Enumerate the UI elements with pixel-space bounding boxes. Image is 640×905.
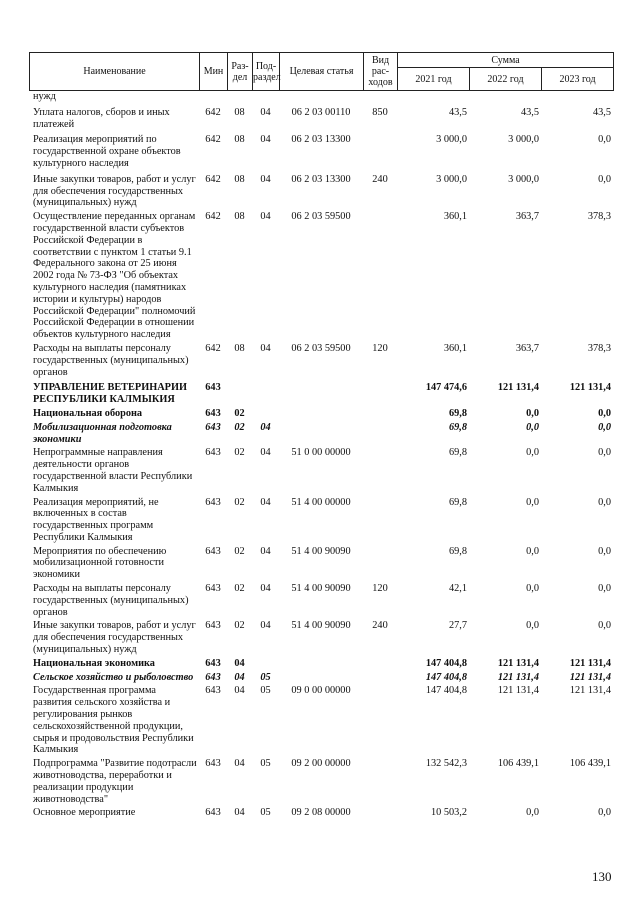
budget-table bbox=[29, 91, 613, 819]
row-2023: 106 439,1 bbox=[569, 758, 611, 770]
header-2021: 2021 год bbox=[398, 68, 470, 91]
row-2023: 0,0 bbox=[598, 545, 611, 557]
row-name: Иные закупки товаров, работ и услуг для обеспечения государственных (муниципальных) нужд bbox=[33, 173, 196, 209]
row-min: 643 bbox=[205, 583, 221, 595]
row-2021: 43,5 bbox=[448, 106, 467, 118]
row-min: 643 bbox=[205, 758, 221, 770]
row-min: 643 bbox=[205, 545, 221, 557]
row-2022: 0,0 bbox=[526, 807, 539, 819]
row-razdel: 02 bbox=[234, 583, 245, 595]
row-min: 642 bbox=[205, 211, 221, 223]
row-2023: 0,0 bbox=[598, 421, 611, 433]
row-2022: 363,7 bbox=[515, 211, 539, 223]
row-2022: 106 439,1 bbox=[497, 758, 539, 770]
row-name: Подпрограмма "Развитие подотрасли животноводства, переработки и реализации продукции животноводства" bbox=[33, 758, 197, 805]
row-name: Реализация мероприятий по государственной охране объектов культурного наследия bbox=[33, 134, 181, 169]
row-2022 bbox=[469, 91, 541, 103]
row-statya bbox=[279, 378, 363, 406]
row-2021: 69,8 bbox=[448, 545, 467, 557]
row-name: УПРАВЛЕНИЕ ВЕТЕРИНАРИИ РЕСПУБЛИКИ КАЛМЫКИЯ bbox=[33, 382, 187, 406]
row-2023: 0,0 bbox=[598, 583, 611, 595]
row-2023: 378,3 bbox=[587, 342, 611, 354]
row-2023: 0,0 bbox=[598, 447, 611, 459]
row-razdel: 08 bbox=[234, 173, 245, 185]
row-2021: 3 000,0 bbox=[436, 134, 467, 146]
header-razdel: Раз-дел bbox=[228, 53, 253, 91]
row-2022: 3 000,0 bbox=[508, 134, 539, 146]
row-name: Основное мероприятие bbox=[33, 807, 136, 819]
row-2022: 0,0 bbox=[526, 620, 539, 632]
table-header bbox=[29, 52, 614, 91]
row-vid bbox=[363, 445, 397, 494]
row-podrazdel: 04 bbox=[260, 620, 271, 632]
row-2023: 0,0 bbox=[598, 407, 611, 419]
row-2022: 0,0 bbox=[526, 447, 539, 459]
row-razdel: 04 bbox=[234, 671, 245, 683]
row-vid bbox=[363, 756, 397, 805]
row-razdel: 08 bbox=[234, 342, 245, 354]
row-name: Осуществление переданных органам государственной власти субъектов Российской Федерации в соответствии с пунктом 1 статьи 9.1 Федерального закона от 25 июня 2002 года № 73-ФЗ "Об объектах культурного наследия (памятниках истории и культуры) народов Российской Федерации" полномочий Российской Федерации в отношении объектов культурного наследия bbox=[33, 211, 196, 341]
row-razdel: 04 bbox=[234, 685, 245, 697]
table-row bbox=[29, 683, 613, 756]
row-name: Сельское хозяйство и рыболовство bbox=[33, 671, 194, 683]
row-vid bbox=[363, 91, 397, 103]
table-row bbox=[29, 618, 613, 655]
row-statya: 51 4 00 90090 bbox=[291, 620, 351, 632]
row-podrazdel: 04 bbox=[260, 496, 271, 508]
row-2022: 121 131,4 bbox=[497, 657, 539, 669]
table-row bbox=[29, 805, 613, 819]
row-2022: 363,7 bbox=[515, 342, 539, 354]
header-statya: Целевая статья bbox=[280, 53, 364, 91]
row-statya bbox=[279, 406, 363, 420]
row-2021: 147 404,8 bbox=[425, 671, 467, 683]
row-min: 643 bbox=[205, 657, 221, 669]
row-vid bbox=[363, 656, 397, 670]
row-min: 643 bbox=[205, 685, 221, 697]
row-podrazdel: 05 bbox=[260, 671, 271, 683]
row-podrazdel: 04 bbox=[260, 173, 271, 185]
table-row bbox=[29, 341, 613, 378]
row-2021: 69,8 bbox=[448, 421, 467, 433]
row-razdel: 02 bbox=[234, 447, 245, 459]
row-2022: 121 131,4 bbox=[497, 685, 539, 697]
table-row bbox=[29, 170, 613, 209]
row-2021: 27,7 bbox=[448, 620, 467, 632]
table-row bbox=[29, 544, 613, 581]
row-2023: 378,3 bbox=[587, 211, 611, 223]
row-statya: 06 2 03 00110 bbox=[291, 106, 351, 118]
row-vid bbox=[363, 670, 397, 684]
row-2021: 69,8 bbox=[448, 447, 467, 459]
row-podrazdel: 05 bbox=[260, 685, 271, 697]
row-podrazdel: 04 bbox=[260, 421, 271, 433]
row-2023: 121 131,4 bbox=[569, 382, 611, 394]
row-2021: 69,8 bbox=[448, 496, 467, 508]
row-2021: 69,8 bbox=[448, 407, 467, 419]
row-vid bbox=[363, 420, 397, 446]
row-2023: 0,0 bbox=[598, 134, 611, 146]
row-2021: 360,1 bbox=[443, 211, 467, 223]
row-min: 643 bbox=[205, 407, 221, 419]
header-2022: 2022 год bbox=[470, 68, 542, 91]
row-min: 643 bbox=[205, 447, 221, 459]
row-2021: 132 542,3 bbox=[425, 758, 467, 770]
table-row bbox=[29, 445, 613, 494]
row-razdel: 02 bbox=[234, 407, 245, 419]
row-2021: 147 404,8 bbox=[425, 685, 467, 697]
row-2022: 121 131,4 bbox=[497, 671, 539, 683]
row-statya: 51 4 00 00000 bbox=[291, 496, 351, 508]
row-podrazdel: 04 bbox=[260, 583, 271, 595]
row-vid: 120 bbox=[372, 342, 388, 354]
row-2022: 0,0 bbox=[526, 421, 539, 433]
row-min: 643 bbox=[205, 620, 221, 632]
row-razdel: 08 bbox=[234, 134, 245, 146]
row-2022: 0,0 bbox=[526, 407, 539, 419]
row-podrazdel: 04 bbox=[260, 447, 271, 459]
row-min: 642 bbox=[205, 342, 221, 354]
row-2021: 42,1 bbox=[448, 583, 467, 595]
row-statya: 06 2 03 13300 bbox=[291, 173, 351, 185]
row-statya: 09 2 08 00000 bbox=[291, 807, 351, 819]
row-podrazdel bbox=[252, 91, 279, 103]
row-2022: 0,0 bbox=[526, 496, 539, 508]
row-2022: 121 131,4 bbox=[497, 382, 539, 394]
row-2022: 43,5 bbox=[520, 106, 539, 118]
row-vid bbox=[363, 209, 397, 341]
row-vid bbox=[363, 378, 397, 406]
row-statya bbox=[279, 656, 363, 670]
row-name: Уплата налогов, сборов и иных платежей bbox=[33, 106, 170, 130]
row-name: Непрограммные направления деятельности органов государственной власти Республики Калмыкия bbox=[33, 447, 193, 494]
header-vid: Вид рас-ходов bbox=[364, 53, 398, 91]
row-2022: 3 000,0 bbox=[508, 173, 539, 185]
row-2023: 0,0 bbox=[598, 173, 611, 185]
row-razdel: 08 bbox=[234, 211, 245, 223]
row-min: 643 bbox=[205, 807, 221, 819]
header-name: Наименование bbox=[30, 53, 200, 91]
row-podrazdel bbox=[252, 406, 279, 420]
row-2021: 10 503,2 bbox=[430, 807, 467, 819]
table-row bbox=[29, 209, 613, 341]
row-vid: 850 bbox=[372, 106, 388, 118]
row-2022: 0,0 bbox=[526, 583, 539, 595]
row-name: Мобилизационная подготовка экономики bbox=[33, 421, 172, 445]
row-razdel bbox=[227, 378, 252, 406]
row-vid: 120 bbox=[372, 583, 388, 595]
table-row bbox=[29, 130, 613, 169]
row-podrazdel: 05 bbox=[260, 807, 271, 819]
row-2023 bbox=[541, 91, 613, 103]
row-razdel: 02 bbox=[234, 421, 245, 433]
row-podrazdel: 04 bbox=[260, 134, 271, 146]
row-min: 643 bbox=[205, 382, 221, 394]
row-razdel: 02 bbox=[234, 620, 245, 632]
row-2023: 43,5 bbox=[592, 106, 611, 118]
row-min: 642 bbox=[205, 173, 221, 185]
row-2023: 0,0 bbox=[598, 807, 611, 819]
table-row bbox=[29, 406, 613, 420]
table-row bbox=[29, 581, 613, 618]
row-2023: 121 131,4 bbox=[569, 685, 611, 697]
row-name: Реализация мероприятий, не включенных в состав государственных программ Республики Калмыкия bbox=[33, 496, 159, 543]
row-statya: 06 2 03 59500 bbox=[291, 342, 351, 354]
row-statya bbox=[279, 420, 363, 446]
row-podrazdel: 04 bbox=[260, 545, 271, 557]
row-podrazdel bbox=[252, 656, 279, 670]
row-name: Расходы на выплаты персоналу государственных (муниципальных) органов bbox=[33, 583, 189, 618]
row-name: нужд bbox=[33, 91, 56, 102]
row-2021: 360,1 bbox=[443, 342, 467, 354]
row-2021: 3 000,0 bbox=[436, 173, 467, 185]
row-2023: 0,0 bbox=[598, 496, 611, 508]
row-name: Иные закупки товаров, работ и услуг для обеспечения государственных (муниципальных) нужд bbox=[33, 620, 196, 656]
row-name: Национальная оборона bbox=[33, 407, 143, 419]
row-vid bbox=[363, 683, 397, 756]
row-podrazdel: 04 bbox=[260, 211, 271, 223]
table-row bbox=[29, 756, 613, 805]
row-razdel: 04 bbox=[234, 807, 245, 819]
table-row bbox=[29, 656, 613, 670]
row-2023: 0,0 bbox=[598, 620, 611, 632]
table-row bbox=[29, 91, 613, 103]
header-2023: 2023 год bbox=[542, 68, 614, 91]
row-2021: 147 404,8 bbox=[425, 657, 467, 669]
row-2023: 121 131,4 bbox=[569, 671, 611, 683]
table-row bbox=[29, 670, 613, 684]
page-number: 130 bbox=[592, 869, 612, 884]
row-statya: 09 0 00 00000 bbox=[291, 685, 351, 697]
row-vid bbox=[363, 805, 397, 819]
row-2021: 147 474,6 bbox=[425, 382, 467, 394]
row-statya: 51 4 00 90090 bbox=[291, 583, 351, 595]
row-podrazdel: 04 bbox=[260, 106, 271, 118]
row-statya: 06 2 03 59500 bbox=[291, 211, 351, 223]
table-row bbox=[29, 103, 613, 131]
row-vid bbox=[363, 544, 397, 581]
row-2023: 121 131,4 bbox=[569, 657, 611, 669]
row-name: Государственная программа развития сельского хозяйства и регулирования рынков сельскохозяйственной продукции, сырья и продовольствия Республики Калмыкия bbox=[33, 685, 194, 756]
table-row bbox=[29, 495, 613, 544]
row-statya: 51 4 00 90090 bbox=[291, 545, 351, 557]
row-statya: 06 2 03 13300 bbox=[291, 134, 351, 146]
row-2021 bbox=[397, 91, 469, 103]
row-name: Расходы на выплаты персоналу государственных (муниципальных) органов bbox=[33, 342, 189, 378]
row-min: 642 bbox=[205, 106, 221, 118]
table-row bbox=[29, 420, 613, 446]
row-vid bbox=[363, 406, 397, 420]
row-vid: 240 bbox=[372, 173, 388, 185]
table-row bbox=[29, 378, 613, 406]
row-razdel: 02 bbox=[234, 496, 245, 508]
row-podrazdel: 04 bbox=[260, 342, 271, 354]
row-vid bbox=[363, 495, 397, 544]
row-name: Национальная экономика bbox=[33, 657, 155, 669]
header-min: Мин bbox=[200, 53, 228, 91]
row-2022: 0,0 bbox=[526, 545, 539, 557]
header-podrazdel: Под-раздел bbox=[253, 53, 280, 91]
row-statya bbox=[279, 670, 363, 684]
row-vid bbox=[363, 130, 397, 169]
row-statya: 09 2 00 00000 bbox=[291, 758, 351, 770]
row-statya: 51 0 00 00000 bbox=[291, 447, 351, 459]
row-min: 643 bbox=[205, 671, 221, 683]
row-razdel: 04 bbox=[234, 758, 245, 770]
row-min: 642 bbox=[205, 134, 221, 146]
row-min bbox=[199, 91, 227, 103]
row-statya bbox=[279, 91, 363, 103]
row-podrazdel: 05 bbox=[260, 758, 271, 770]
row-razdel: 04 bbox=[234, 657, 245, 669]
row-min: 643 bbox=[205, 421, 221, 433]
row-name: Мероприятия по обеспечению мобилизационной готовности экономики bbox=[33, 545, 167, 581]
row-min: 643 bbox=[205, 496, 221, 508]
row-razdel: 02 bbox=[234, 545, 245, 557]
row-razdel bbox=[227, 91, 252, 103]
header-summa: Сумма bbox=[398, 53, 614, 68]
row-vid: 240 bbox=[372, 620, 388, 632]
row-razdel: 08 bbox=[234, 106, 245, 118]
row-podrazdel bbox=[252, 378, 279, 406]
